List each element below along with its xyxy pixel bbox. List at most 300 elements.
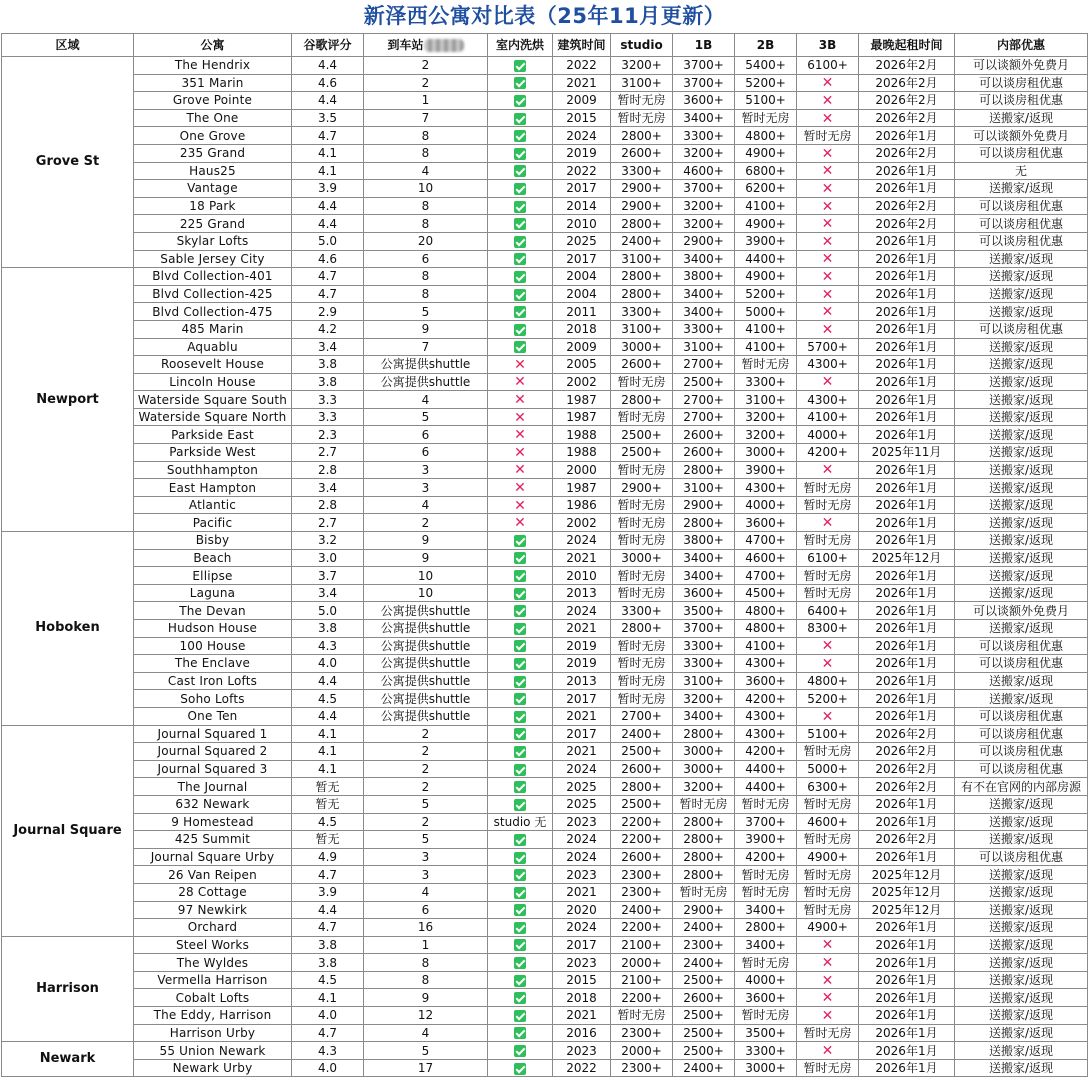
cell-built-year: 2021: [553, 707, 611, 725]
cell-apartment: 425 Summit: [134, 831, 292, 849]
cell-apartment: 100 House: [134, 637, 292, 655]
cell-2b: 6200+: [735, 180, 797, 198]
cell-latest-move-in: 2026年2月: [859, 831, 955, 849]
cell-laundry: [488, 778, 553, 796]
header-row: [2, 34, 1088, 57]
header-studio: studio: [611, 34, 673, 57]
table-row: [2, 514, 1088, 532]
header-3b: 3B: [797, 34, 859, 57]
cell-3b: 8300+: [797, 620, 859, 638]
cell-3b: 暂时无房: [797, 1059, 859, 1077]
cell-rating: 4.0: [292, 1007, 364, 1025]
cell-laundry: [488, 320, 553, 338]
cell-rating: 4.4: [292, 215, 364, 233]
cell-3b: [797, 180, 859, 198]
cell-laundry: [488, 232, 553, 250]
cell-internal-offer: 送搬家/返现: [955, 109, 1088, 127]
cell-station: 8: [364, 197, 488, 215]
check-icon: [514, 975, 526, 987]
cell-3b: 暂时无房: [797, 883, 859, 901]
cell-2b: 3900+: [735, 831, 797, 849]
cell-station: 10: [364, 584, 488, 602]
cell-studio: 2300+: [611, 1059, 673, 1077]
cross-icon: ✕: [821, 955, 834, 972]
cell-studio: 2900+: [611, 479, 673, 497]
cell-2b: 4200+: [735, 848, 797, 866]
table-row: [2, 831, 1088, 849]
cell-laundry: [488, 303, 553, 321]
cell-1b: 3400+: [673, 303, 735, 321]
check-icon: [514, 693, 526, 705]
cell-laundry: [488, 655, 553, 673]
cell-laundry: [488, 373, 553, 391]
cell-rating: 3.8: [292, 620, 364, 638]
cell-studio: 2500+: [611, 426, 673, 444]
cell-1b: 3700+: [673, 74, 735, 92]
cell-studio: 2200+: [611, 989, 673, 1007]
cell-laundry: [488, 1059, 553, 1077]
cross-icon: ✕: [514, 356, 526, 373]
cross-icon: ✕: [821, 251, 834, 268]
cell-1b: 2700+: [673, 356, 735, 374]
cell-apartment: The Hendrix: [134, 57, 292, 75]
cell-3b: [797, 637, 859, 655]
cell-studio: 暂时无房: [611, 584, 673, 602]
cell-3b: 5000+: [797, 760, 859, 778]
table-row: [2, 866, 1088, 884]
cell-latest-move-in: 2026年1月: [859, 1042, 955, 1060]
cell-apartment: 97 Newkirk: [134, 901, 292, 919]
cell-internal-offer: 可以谈房租优惠: [955, 92, 1088, 110]
cell-rating: 4.7: [292, 866, 364, 884]
cell-internal-offer: 可以谈房租优惠: [955, 232, 1088, 250]
cell-rating: 4.1: [292, 989, 364, 1007]
check-icon: [514, 324, 526, 336]
cell-laundry: [488, 672, 553, 690]
cell-latest-move-in: 2026年1月: [859, 250, 955, 268]
check-icon: [514, 289, 526, 301]
cell-studio: 暂时无房: [611, 461, 673, 479]
cell-latest-move-in: 2026年2月: [859, 109, 955, 127]
cell-apartment: Waterside Square South: [134, 391, 292, 409]
table-row: [2, 848, 1088, 866]
cell-apartment: 485 Marin: [134, 320, 292, 338]
cell-internal-offer: 送搬家/返现: [955, 250, 1088, 268]
check-icon: [514, 658, 526, 670]
cross-icon: ✕: [514, 374, 526, 391]
cell-laundry: [488, 637, 553, 655]
cell-2b: 5200+: [735, 74, 797, 92]
cell-1b: 2600+: [673, 426, 735, 444]
cell-laundry: [488, 1024, 553, 1042]
cell-laundry: [488, 919, 553, 937]
table-row: [2, 444, 1088, 462]
cell-1b: 2400+: [673, 919, 735, 937]
cell-station: 4: [364, 1024, 488, 1042]
cell-2b: 暂时无房: [735, 356, 797, 374]
cell-3b: [797, 373, 859, 391]
check-icon: [514, 218, 526, 230]
cell-rating: 4.7: [292, 919, 364, 937]
table-row: [2, 1024, 1088, 1042]
check-icon: [514, 728, 526, 740]
cell-apartment: Cast Iron Lofts: [134, 672, 292, 690]
cell-apartment: The Eddy, Harrison: [134, 1007, 292, 1025]
cell-3b: 6400+: [797, 602, 859, 620]
cell-station: 6: [364, 426, 488, 444]
cell-apartment: 9 Homestead: [134, 813, 292, 831]
cross-icon: ✕: [821, 163, 834, 180]
cell-2b: 3400+: [735, 936, 797, 954]
cell-studio: 暂时无房: [611, 1007, 673, 1025]
cell-2b: 5100+: [735, 92, 797, 110]
cell-laundry: [488, 408, 553, 426]
cell-latest-move-in: 2026年1月: [859, 408, 955, 426]
cell-internal-offer: 可以谈房租优惠: [955, 74, 1088, 92]
header-region: 区域: [2, 34, 134, 57]
table-row: [2, 426, 1088, 444]
cell-rating: 3.8: [292, 356, 364, 374]
cell-3b: 5200+: [797, 690, 859, 708]
table-row: [2, 1007, 1088, 1025]
check-icon: [514, 922, 526, 934]
cell-latest-move-in: 2026年2月: [859, 760, 955, 778]
check-icon: [514, 939, 526, 951]
cell-station: 9: [364, 989, 488, 1007]
cell-1b: 3000+: [673, 743, 735, 761]
cell-latest-move-in: 2026年1月: [859, 127, 955, 145]
cell-rating: 4.7: [292, 285, 364, 303]
cell-laundry: [488, 567, 553, 585]
cell-internal-offer: 送搬家/返现: [955, 285, 1088, 303]
cell-1b: 3800+: [673, 268, 735, 286]
cell-rating: 4.4: [292, 57, 364, 75]
cell-built-year: 2022: [553, 57, 611, 75]
region-cell: Grove St: [2, 57, 134, 268]
cell-built-year: 2010: [553, 215, 611, 233]
cell-latest-move-in: 2025年11月: [859, 444, 955, 462]
cell-built-year: 2004: [553, 268, 611, 286]
cell-apartment: 225 Grand: [134, 215, 292, 233]
cell-1b: 3400+: [673, 567, 735, 585]
cell-station: 10: [364, 180, 488, 198]
cell-3b: [797, 109, 859, 127]
cell-studio: 暂时无房: [611, 672, 673, 690]
cross-icon: ✕: [821, 233, 834, 250]
cell-built-year: 2002: [553, 514, 611, 532]
cell-2b: 5000+: [735, 303, 797, 321]
cell-studio: 2000+: [611, 1042, 673, 1060]
cell-laundry: [488, 883, 553, 901]
check-icon: [514, 1045, 526, 1057]
cell-rating: 3.3: [292, 408, 364, 426]
cell-studio: 暂时无房: [611, 567, 673, 585]
cell-rating: 4.4: [292, 92, 364, 110]
cell-rating: 4.5: [292, 971, 364, 989]
cell-laundry: [488, 971, 553, 989]
cell-latest-move-in: 2025年12月: [859, 901, 955, 919]
cell-3b: 6300+: [797, 778, 859, 796]
table-row: [2, 285, 1088, 303]
cell-laundry: [488, 180, 553, 198]
cell-rating: 3.3: [292, 391, 364, 409]
cell-laundry: [488, 690, 553, 708]
table-row: [2, 144, 1088, 162]
cell-rating: 4.4: [292, 901, 364, 919]
table-row: [2, 707, 1088, 725]
cell-3b: [797, 514, 859, 532]
cell-laundry: [488, 461, 553, 479]
cell-studio: 3100+: [611, 74, 673, 92]
cell-station: 9: [364, 549, 488, 567]
cell-3b: 4900+: [797, 919, 859, 937]
cell-2b: 5400+: [735, 57, 797, 75]
cell-apartment: Pacific: [134, 514, 292, 532]
cell-3b: 暂时无房: [797, 866, 859, 884]
cell-2b: 4400+: [735, 250, 797, 268]
cell-station: 3: [364, 461, 488, 479]
cell-3b: [797, 215, 859, 233]
cell-latest-move-in: 2026年1月: [859, 848, 955, 866]
table-row: [2, 954, 1088, 972]
cell-1b: 2800+: [673, 831, 735, 849]
cell-laundry: [488, 109, 553, 127]
cell-apartment: 632 Newark: [134, 795, 292, 813]
cell-2b: 3300+: [735, 373, 797, 391]
cell-station: 3: [364, 848, 488, 866]
cell-rating: 3.2: [292, 532, 364, 550]
cell-built-year: 2010: [553, 567, 611, 585]
cell-rating: 4.5: [292, 813, 364, 831]
cell-rating: 3.8: [292, 954, 364, 972]
cell-studio: 暂时无房: [611, 690, 673, 708]
check-icon: [514, 852, 526, 864]
cell-studio: 2400+: [611, 725, 673, 743]
cell-2b: 3900+: [735, 461, 797, 479]
cell-2b: 2800+: [735, 919, 797, 937]
cell-rating: 4.0: [292, 1059, 364, 1077]
cell-latest-move-in: 2026年1月: [859, 373, 955, 391]
cell-3b: [797, 1042, 859, 1060]
cell-1b: 3200+: [673, 778, 735, 796]
cell-built-year: 2021: [553, 549, 611, 567]
cell-built-year: 2024: [553, 532, 611, 550]
apartment-comparison-table: [1, 33, 1088, 1077]
cell-studio: 3300+: [611, 303, 673, 321]
table-row: [2, 303, 1088, 321]
cell-apartment: Haus25: [134, 162, 292, 180]
cell-studio: 2900+: [611, 180, 673, 198]
cell-studio: 2600+: [611, 848, 673, 866]
cell-1b: 3300+: [673, 655, 735, 673]
cell-apartment: Bisby: [134, 532, 292, 550]
cell-3b: 6100+: [797, 549, 859, 567]
table-row: [2, 778, 1088, 796]
cell-2b: 暂时无房: [735, 866, 797, 884]
cell-laundry: [488, 444, 553, 462]
table-row: [2, 919, 1088, 937]
cell-rating: 暂无: [292, 778, 364, 796]
cell-internal-offer: 可以谈房租优惠: [955, 197, 1088, 215]
cell-1b: 2800+: [673, 725, 735, 743]
cell-built-year: 2019: [553, 637, 611, 655]
cell-2b: 暂时无房: [735, 109, 797, 127]
cell-rating: 3.4: [292, 584, 364, 602]
cell-apartment: Journal Squared 3: [134, 760, 292, 778]
cell-1b: 3300+: [673, 637, 735, 655]
cell-latest-move-in: 2026年1月: [859, 1059, 955, 1077]
cell-3b: [797, 320, 859, 338]
cell-1b: 2800+: [673, 813, 735, 831]
cell-1b: 3400+: [673, 285, 735, 303]
cell-2b: 4700+: [735, 532, 797, 550]
check-icon: [514, 165, 526, 177]
cell-internal-offer: 送搬家/返现: [955, 919, 1088, 937]
table-row: [2, 320, 1088, 338]
check-icon: [514, 253, 526, 265]
cell-internal-offer: 送搬家/返现: [955, 971, 1088, 989]
cell-internal-offer: 送搬家/返现: [955, 408, 1088, 426]
check-icon: [514, 130, 526, 142]
cell-latest-move-in: 2026年1月: [859, 707, 955, 725]
cell-internal-offer: 送搬家/返现: [955, 180, 1088, 198]
cell-2b: 3100+: [735, 391, 797, 409]
cell-1b: 2500+: [673, 1007, 735, 1025]
cell-rating: 4.1: [292, 725, 364, 743]
table-row: [2, 496, 1088, 514]
cell-studio: 2800+: [611, 620, 673, 638]
table-body: [2, 57, 1088, 1077]
cell-built-year: 2017: [553, 180, 611, 198]
cell-built-year: 2014: [553, 197, 611, 215]
cell-2b: 6800+: [735, 162, 797, 180]
cell-built-year: 1988: [553, 444, 611, 462]
cross-icon: ✕: [821, 462, 834, 479]
cell-studio: 3100+: [611, 320, 673, 338]
cell-1b: 3400+: [673, 250, 735, 268]
cell-3b: [797, 268, 859, 286]
cell-3b: 4600+: [797, 813, 859, 831]
cell-rating: 4.3: [292, 1042, 364, 1060]
cell-laundry: [488, 831, 553, 849]
cell-latest-move-in: 2026年2月: [859, 778, 955, 796]
cell-apartment: Journal Squared 2: [134, 743, 292, 761]
cell-latest-move-in: 2026年1月: [859, 180, 955, 198]
cell-latest-move-in: 2026年2月: [859, 74, 955, 92]
cell-built-year: 2019: [553, 655, 611, 673]
cell-rating: 3.9: [292, 180, 364, 198]
cell-station: 12: [364, 1007, 488, 1025]
cell-1b: 2800+: [673, 514, 735, 532]
cell-built-year: 2021: [553, 74, 611, 92]
cell-studio: 2300+: [611, 866, 673, 884]
cell-internal-offer: 送搬家/返现: [955, 532, 1088, 550]
cell-studio: 2900+: [611, 197, 673, 215]
table-row: [2, 1059, 1088, 1077]
cell-apartment: Orchard: [134, 919, 292, 937]
cell-2b: 4100+: [735, 338, 797, 356]
check-icon: [514, 746, 526, 758]
cell-rating: 4.7: [292, 127, 364, 145]
table-row: [2, 92, 1088, 110]
cell-station: 5: [364, 831, 488, 849]
cross-icon: ✕: [514, 427, 526, 444]
cell-rating: 4.4: [292, 197, 364, 215]
cross-icon: ✕: [821, 708, 834, 725]
cross-icon: ✕: [821, 110, 834, 127]
check-icon: [514, 676, 526, 688]
table-row: [2, 743, 1088, 761]
check-icon: [514, 957, 526, 969]
cell-built-year: 2024: [553, 848, 611, 866]
cell-apartment: One Grove: [134, 127, 292, 145]
cell-latest-move-in: 2026年1月: [859, 584, 955, 602]
cell-station: 2: [364, 514, 488, 532]
cell-latest-move-in: 2026年1月: [859, 356, 955, 374]
cell-latest-move-in: 2026年2月: [859, 144, 955, 162]
cell-built-year: 2021: [553, 883, 611, 901]
cell-2b: 4700+: [735, 567, 797, 585]
cell-2b: 3900+: [735, 232, 797, 250]
cell-studio: 2700+: [611, 707, 673, 725]
check-icon: [514, 95, 526, 107]
header-laundry: 室内洗烘: [488, 34, 553, 57]
cell-built-year: 2009: [553, 92, 611, 110]
cell-3b: [797, 285, 859, 303]
cell-built-year: 2018: [553, 989, 611, 1007]
cell-rating: 4.1: [292, 162, 364, 180]
cell-station: 公寓提供shuttle: [364, 672, 488, 690]
cell-internal-offer: 送搬家/返现: [955, 391, 1088, 409]
cell-1b: 2800+: [673, 461, 735, 479]
cell-1b: 3600+: [673, 584, 735, 602]
cell-rating: 暂无: [292, 831, 364, 849]
cell-laundry: [488, 866, 553, 884]
table-row: [2, 760, 1088, 778]
check-icon: [514, 1027, 526, 1039]
cell-3b: [797, 707, 859, 725]
check-icon: [514, 570, 526, 582]
cell-internal-offer: 送搬家/返现: [955, 356, 1088, 374]
cell-laundry: [488, 620, 553, 638]
cell-internal-offer: 送搬家/返现: [955, 1024, 1088, 1042]
check-icon: [514, 764, 526, 776]
cell-laundry: [488, 197, 553, 215]
cell-latest-move-in: 2026年2月: [859, 57, 955, 75]
check-icon: [514, 781, 526, 793]
check-icon: [514, 306, 526, 318]
cell-apartment: Atlantic: [134, 496, 292, 514]
table-row: [2, 479, 1088, 497]
table-row: [2, 637, 1088, 655]
cell-rating: 2.3: [292, 426, 364, 444]
cell-station: 3: [364, 479, 488, 497]
cell-2b: 3600+: [735, 672, 797, 690]
cross-icon: ✕: [514, 409, 526, 426]
cell-2b: 4400+: [735, 760, 797, 778]
cell-1b: 3100+: [673, 338, 735, 356]
cell-3b: 5100+: [797, 725, 859, 743]
cell-latest-move-in: 2026年2月: [859, 743, 955, 761]
cell-studio: 2600+: [611, 356, 673, 374]
cell-station: 5: [364, 408, 488, 426]
cell-3b: [797, 74, 859, 92]
cell-studio: 2800+: [611, 391, 673, 409]
check-icon: [514, 904, 526, 916]
cell-latest-move-in: 2025年12月: [859, 866, 955, 884]
cell-3b: [797, 144, 859, 162]
cell-laundry: [488, 74, 553, 92]
